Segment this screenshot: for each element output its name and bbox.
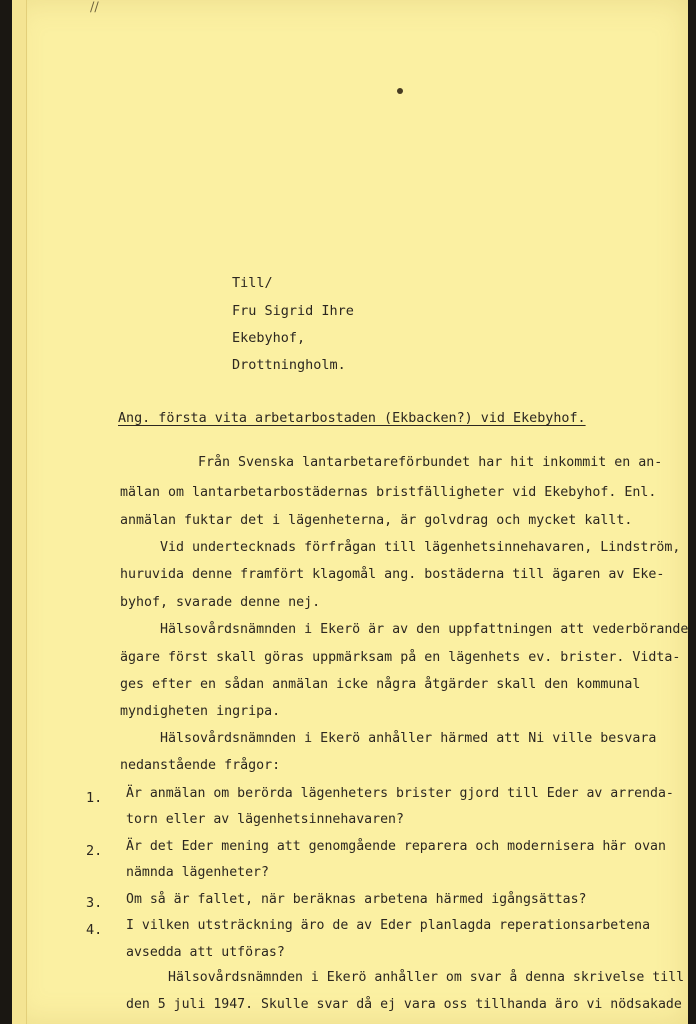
body-line: byhof, svarade denne nej. xyxy=(120,595,321,610)
body-line: ges efter en sådan anmälan icke några åtgärder skall den kommunal xyxy=(120,677,641,692)
attached-page-edge xyxy=(12,0,27,1024)
corner-pen-mark: // xyxy=(90,0,99,15)
body-line: huruvida denne framfört klagomål ang. bostäderna till ägaren av Eke- xyxy=(120,567,665,582)
body-line: Vid undertecknads förfrågan till lägenhetsinnehavaren, Lindström, xyxy=(160,540,681,555)
body-line: mälan om lantarbetarbostädernas bristfälligheter vid Ekebyhof. Enl. xyxy=(120,485,657,500)
question-line: Är det Eder mening att genomgående reparera och modernisera här ovan xyxy=(126,839,666,854)
subject-line: Ang. första vita arbetarbostaden (Ekbacken?) vid Ekebyhof. xyxy=(118,411,586,426)
addressee-line-estate: Ekebyhof, xyxy=(232,330,306,346)
question-number: 1. xyxy=(86,790,103,806)
question-line: torn eller av lägenhetsinnehavaren? xyxy=(126,812,404,827)
question-line: avsedda att utföras? xyxy=(126,945,285,960)
body-line: ägare först skall göras uppmärksam på en lägenhets ev. brister. Vidta- xyxy=(120,650,681,665)
question-line: Om så är fallet, när beräknas arbetena härmed igångsättas? xyxy=(126,892,587,907)
question-line: Är anmälan om berörda lägenheters brister gjord till Eder av arrenda- xyxy=(126,786,674,801)
body-line: Hälsovårdsnämnden i Ekerö anhåller härmed att Ni ville besvara xyxy=(160,731,657,746)
question-number: 2. xyxy=(86,843,103,859)
body-line: Hälsovårdsnämnden i Ekerö är av den uppfattningen att vederbörande xyxy=(160,622,689,637)
closing-line: den 5 juli 1947. Skulle svar då ej vara oss tillhanda äro vi nödsakade xyxy=(126,997,682,1012)
addressee-line-place: Drottningholm. xyxy=(232,357,346,373)
ink-dot xyxy=(397,88,403,94)
bleed-through-text xyxy=(42,130,602,200)
body-line: myndigheten ingripa. xyxy=(120,704,281,719)
body-line: nedanstående frågor: xyxy=(120,758,281,773)
addressee-line-name: Fru Sigrid Ihre xyxy=(232,303,354,319)
question-line: I vilken utsträckning äro de av Eder planlagda reperationsarbetena xyxy=(126,918,651,933)
body-line: Från Svenska lantarbetareförbundet har hit inkommit en an- xyxy=(198,455,663,470)
closing-line: Hälsovårdsnämnden i Ekerö anhåller om svar å denna skrivelse till xyxy=(168,970,685,985)
question-line: nämnda lägenheter? xyxy=(126,865,269,880)
addressee-line-till: Till/ xyxy=(232,275,273,291)
body-line: anmälan fuktar det i lägenheterna, är golvdrag och mycket kallt. xyxy=(120,513,633,528)
question-number: 4. xyxy=(86,922,103,938)
question-number: 3. xyxy=(86,895,103,911)
